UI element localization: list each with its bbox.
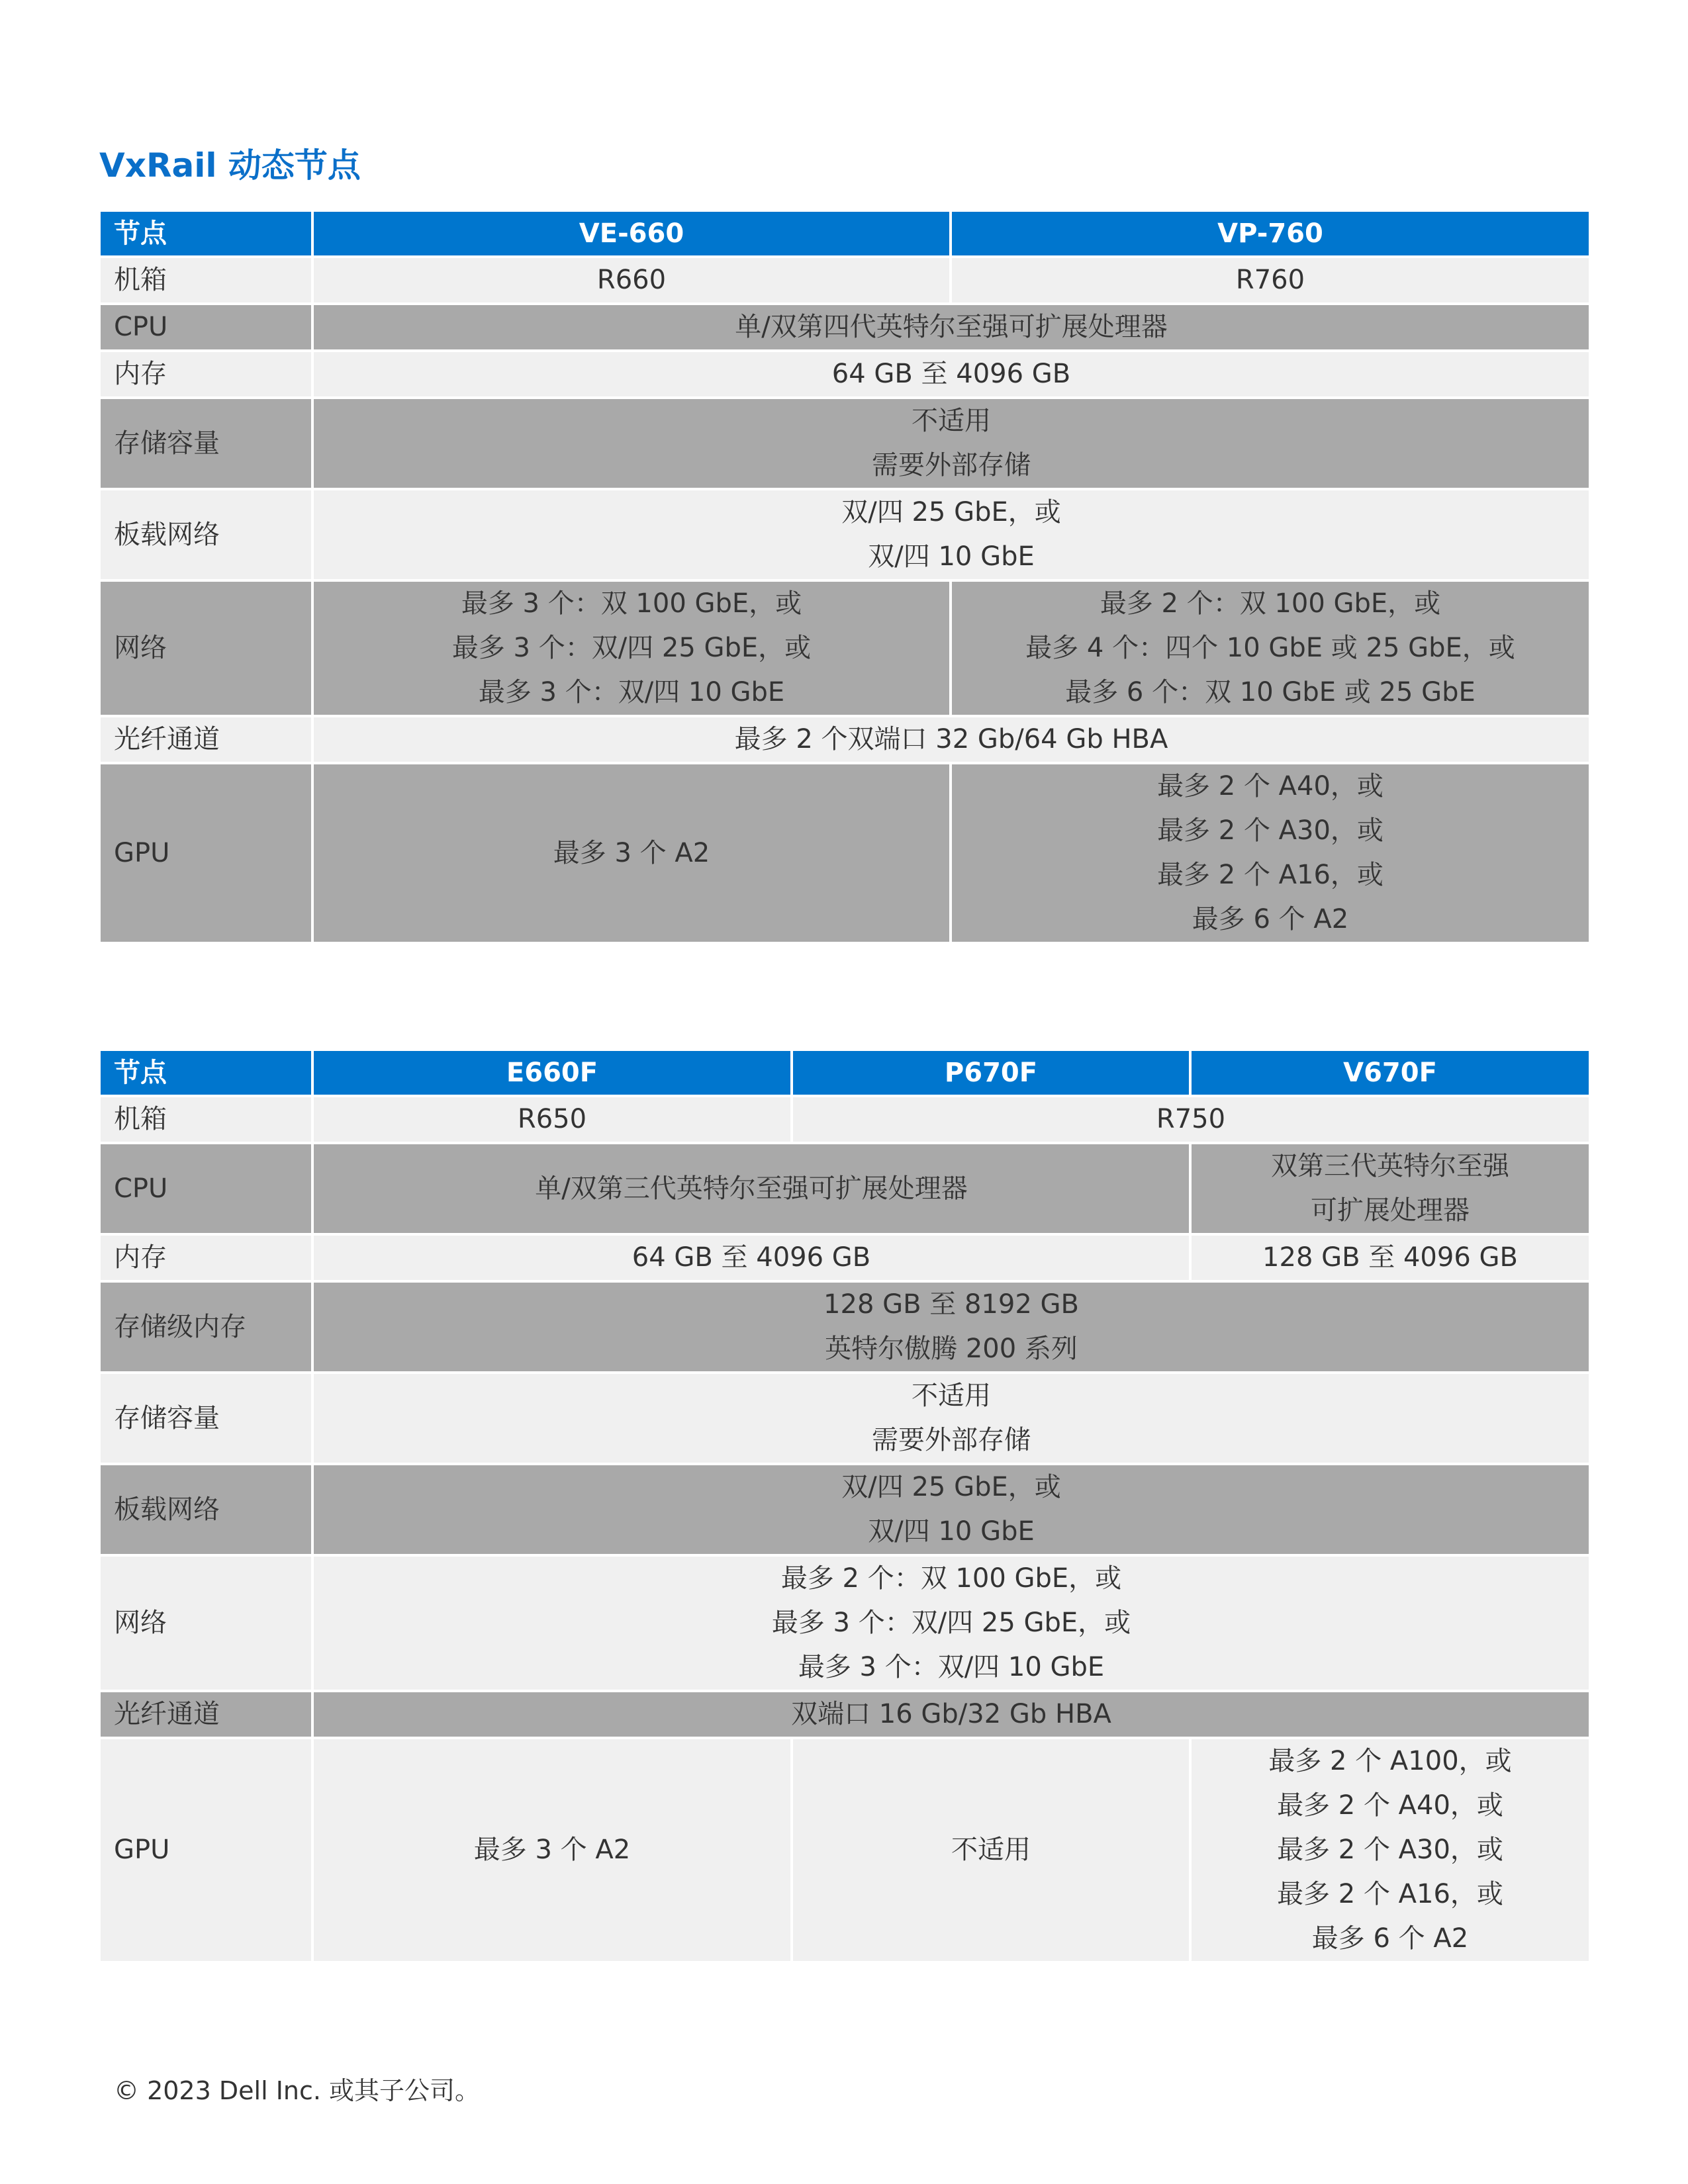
- cell-line: 双/四 10 GbE: [868, 541, 1035, 572]
- cell-value: [312, 1281, 1589, 1373]
- table-row: [101, 1738, 1589, 1962]
- cell-line: 最多 3 个：双 100 GbE，或: [461, 588, 802, 619]
- table-header-row: [101, 1050, 1589, 1096]
- cell-value: R760: [951, 257, 1589, 304]
- header-node: 节点: [101, 1050, 312, 1096]
- page-title: VxRail 动态节点: [99, 146, 361, 185]
- table-row: [101, 304, 1589, 351]
- cell-line: 最多 6 个 A2: [1311, 1923, 1469, 1954]
- cell-value: R660: [312, 257, 951, 304]
- cell-line: 最多 2 个 A16，或: [1157, 860, 1383, 890]
- cell-line: 双第三代英特尔至强: [1271, 1151, 1509, 1181]
- row-label: CPU: [101, 1143, 312, 1234]
- copyright-footer: © 2023 Dell Inc. 或其子公司。: [114, 2076, 481, 2105]
- table-row: [101, 1555, 1589, 1691]
- table-row: [101, 763, 1589, 943]
- cell-value: 单/双第四代英特尔至强可扩展处理器: [312, 304, 1589, 351]
- cell-line: 双/四 10 GbE: [868, 1516, 1035, 1547]
- cell-value: 64 GB 至 4096 GB: [312, 1234, 1190, 1281]
- table-row: [101, 1281, 1589, 1373]
- cell-line: 最多 6 个：双 10 GbE 或 25 GbE: [1065, 677, 1476, 707]
- row-label: 存储容量: [101, 1373, 312, 1464]
- cell-value: 128 GB 至 4096 GB: [1190, 1234, 1589, 1281]
- table-row: [101, 489, 1589, 580]
- cell-line: 最多 3 个：双/四 25 GbE，或: [451, 633, 812, 663]
- cell-value: 双端口 16 Gb/32 Gb HBA: [312, 1691, 1589, 1738]
- cell-value: [951, 763, 1589, 943]
- cell-value: R650: [312, 1096, 792, 1143]
- cell-value: 最多 3 个 A2: [312, 763, 951, 943]
- header-vp760: VP-760: [951, 210, 1589, 257]
- table-header-row: [101, 210, 1589, 257]
- cell-line: 最多 6 个 A2: [1192, 904, 1349, 934]
- cell-line: 需要外部存储: [872, 450, 1031, 480]
- cell-value: [312, 398, 1589, 489]
- table-row: [101, 580, 1589, 716]
- table-row: [101, 1234, 1589, 1281]
- row-label: 光纤通道: [101, 716, 312, 763]
- cell-line: 最多 2 个：双 100 GbE，或: [780, 1563, 1122, 1594]
- row-label: 网络: [101, 580, 312, 716]
- table-row: [101, 257, 1589, 304]
- cell-value: R750: [792, 1096, 1589, 1143]
- cell-line: 最多 3 个：双/四 10 GbE: [798, 1652, 1105, 1682]
- row-label: 内存: [101, 351, 312, 398]
- cell-value: 最多 2 个双端口 32 Gb/64 Gb HBA: [312, 716, 1589, 763]
- cell-value: [312, 580, 951, 716]
- cell-value: [312, 1464, 1589, 1555]
- cell-line: 最多 2 个 A100，或: [1268, 1746, 1512, 1776]
- cell-value: [1190, 1738, 1589, 1962]
- cell-line: 128 GB 至 8192 GB: [823, 1289, 1079, 1320]
- cell-line: 英特尔傲腾 200 系列: [825, 1334, 1078, 1364]
- cell-value: 最多 3 个 A2: [312, 1738, 792, 1962]
- cell-value: [951, 580, 1589, 716]
- cell-value: 不适用: [792, 1738, 1190, 1962]
- table-row: [101, 1373, 1589, 1464]
- cell-value: [312, 1555, 1589, 1691]
- vxrail-table-1: [101, 209, 1589, 944]
- row-label: GPU: [101, 1738, 312, 1962]
- cell-value: 单/双第三代英特尔至强可扩展处理器: [312, 1143, 1190, 1234]
- table-row: [101, 1096, 1589, 1143]
- cell-line: 最多 2 个 A40，或: [1277, 1790, 1503, 1821]
- cell-line: 最多 4 个：四个 10 GbE 或 25 GbE，或: [1025, 633, 1515, 663]
- row-label: 光纤通道: [101, 1691, 312, 1738]
- cell-line: 最多 2 个 A40，或: [1157, 771, 1383, 801]
- row-label: 板载网络: [101, 1464, 312, 1555]
- cell-line: 不适用: [912, 1381, 991, 1411]
- cell-value: [312, 1373, 1589, 1464]
- row-label: 机箱: [101, 1096, 312, 1143]
- table-row: [101, 716, 1589, 763]
- header-e660f: E660F: [312, 1050, 792, 1096]
- row-label: 存储容量: [101, 398, 312, 489]
- table-row: [101, 398, 1589, 489]
- header-ve660: VE-660: [312, 210, 951, 257]
- cell-line: 最多 2 个 A16，或: [1277, 1879, 1503, 1909]
- cell-line: 双/四 25 GbE，或: [841, 1472, 1061, 1502]
- header-v670f: V670F: [1190, 1050, 1589, 1096]
- row-label: 板载网络: [101, 489, 312, 580]
- cell-line: 最多 3 个：双/四 25 GbE，或: [771, 1608, 1131, 1638]
- row-label: 内存: [101, 1234, 312, 1281]
- cell-line: 最多 2 个：双 100 GbE，或: [1100, 588, 1441, 619]
- row-label: 网络: [101, 1555, 312, 1691]
- cell-value: [312, 489, 1589, 580]
- table-row: [101, 1691, 1589, 1738]
- cell-line: 需要外部存储: [872, 1425, 1031, 1455]
- cell-value: 64 GB 至 4096 GB: [312, 351, 1589, 398]
- cell-line: 最多 2 个 A30，或: [1157, 815, 1383, 846]
- cell-line: 不适用: [912, 406, 991, 436]
- table-row: [101, 1143, 1589, 1234]
- header-node: 节点: [101, 210, 312, 257]
- row-label: 机箱: [101, 257, 312, 304]
- cell-line: 最多 2 个 A30，或: [1277, 1835, 1503, 1865]
- vxrail-table-2: [101, 1048, 1589, 1964]
- table-row: [101, 1464, 1589, 1555]
- cell-line: 可扩展处理器: [1311, 1195, 1470, 1226]
- cell-line: 最多 3 个：双/四 10 GbE: [478, 677, 785, 707]
- cell-line: 双/四 25 GbE，或: [841, 497, 1061, 527]
- row-label: GPU: [101, 763, 312, 943]
- cell-value: [1190, 1143, 1589, 1234]
- table-row: [101, 351, 1589, 398]
- row-label: CPU: [101, 304, 312, 351]
- header-p670f: P670F: [792, 1050, 1190, 1096]
- row-label: 存储级内存: [101, 1281, 312, 1373]
